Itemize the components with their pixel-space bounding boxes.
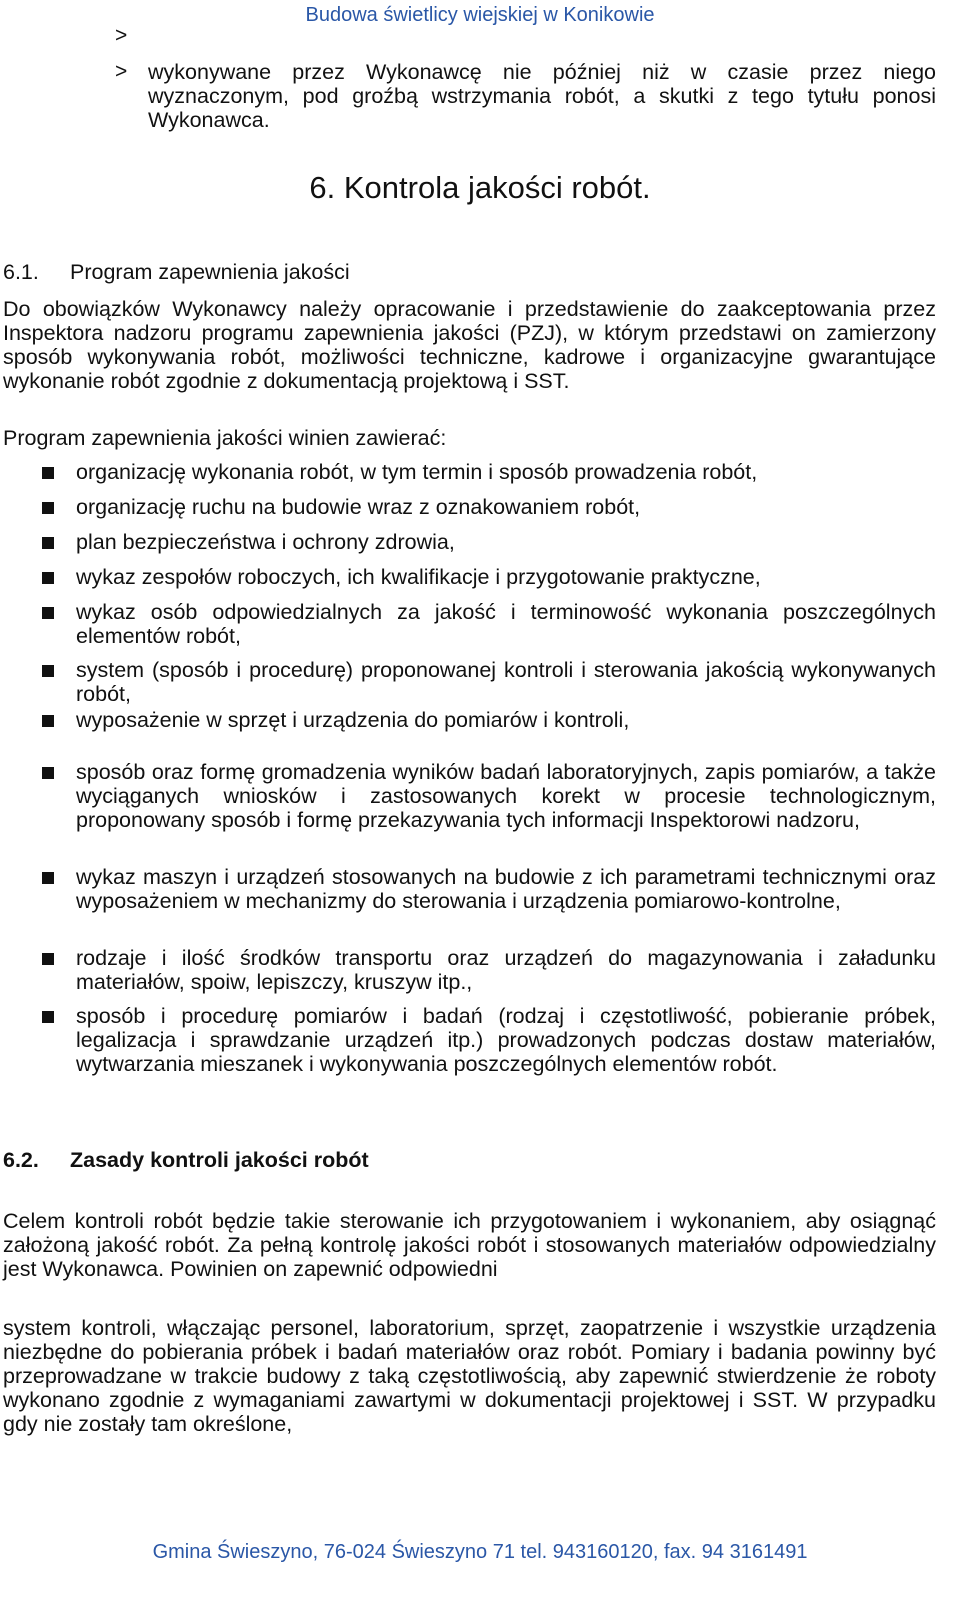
list-item: sposób i procedurę pomiarów i badań (rodzaj i częstotliwość, pobieranie próbek, legalizacja i sprawdzanie urządzeń itp.) prowadzonych podczas dostaw materiałów, wytwarzania mieszanek i wykonywania poszczególnych elementów robót. [76, 1004, 936, 1076]
list-item: plan bezpieczeństwa i ochrony zdrowia, [76, 530, 455, 554]
list-item: system (sposób i procedurę) proponowanej kontroli i sterowania jakością wykonywanych robót, [76, 658, 936, 706]
bullet-marker [42, 665, 54, 677]
list-item: wyposażenie w sprzęt i urządzenia do pomiarów i kontroli, [76, 708, 630, 732]
section-6-1-number: 6.1. [3, 260, 39, 284]
list-item: wykaz zespołów roboczych, ich kwalifikacje i przygotowanie praktyczne, [76, 565, 761, 589]
arrow-marker: > [115, 60, 128, 83]
section-6-2-paragraph-1: Celem kontroli robót będzie takie sterowanie ich przygotowaniem i wykonaniem, aby osiągnąć założoną jakość robót. Za pełną kontrolę jakości robót i stosowanych materiałów odpowiedzialny jest Wykonawca. Powinien on zapewnić odpowiedni [3, 1209, 936, 1281]
section-6-title: 6. Kontrola jakości robót. [309, 170, 651, 205]
bullet-marker [42, 872, 54, 884]
list-item: sposób oraz formę gromadzenia wyników badań laboratoryjnych, zapis pomiarów, a także wyciąganych wniosków i zastosowanych korekt w procesie technologicznym, proponowany sposób i formę przekazywania tych informacji Inspektorowi nadzoru, [76, 760, 936, 832]
bullet-marker [42, 502, 54, 514]
list-item: wykaz osób odpowiedzialnych za jakość i terminowość wykonania poszczególnych elementów robót, [76, 600, 936, 648]
bullet-marker [42, 607, 54, 619]
section-6-2-number: 6.2. [3, 1148, 39, 1172]
bullet-marker [42, 467, 54, 479]
bullet-marker [42, 953, 54, 965]
section-6-2-title: Zasady kontroli jakości robót [70, 1148, 369, 1172]
section-6-2-paragraph-2: system kontroli, włączając personel, laboratorium, sprzęt, zaopatrzenie i wszystkie urządzenia niezbędne do pobierania próbek i badań materiałów oraz robót. Pomiary i badania powinny być przeprowadzane w trakcie budowy z taką częstotliwością, aby zapewnić stwierdzenie że roboty wykonano zgodnie z wymaganiami zawartymi w dokumentacji projektowej i SST. W przypadku gdy nie zostały tam określone, [3, 1316, 936, 1436]
bullet-marker [42, 767, 54, 779]
bullet-marker [42, 572, 54, 584]
section-6-1-title: Program zapewnienia jakości [70, 260, 350, 284]
list-item: organizację wykonania robót, w tym termin i sposób prowadzenia robót, [76, 460, 758, 484]
list-item: organizację ruchu na budowie wraz z oznakowaniem robót, [76, 495, 641, 519]
intro-text: wykonywane przez Wykonawcę nie później niż w czasie przez niego wyznaczonym, pod groźbą wstrzymania robót, a skutki z tego tytułu ponosi Wykonawca. [148, 60, 936, 132]
section-6-1-paragraph: Do obowiązków Wykonawcy należy opracowanie i przedstawienie do zaakceptowania przez Inspektora nadzoru programu zapewnienia jakości (PZJ), w którym przedstawi on zamierzony sposób wykonywania robót, możliwości techniczne, kadrowe i organizacyjne gwarantujące wykonanie robót zgodnie z dokumentacją projektową i SST. [3, 297, 936, 393]
section-6-1-lead: Program zapewnienia jakości winien zawierać: [3, 426, 447, 450]
bullet-marker [42, 537, 54, 549]
document-header: Budowa świetlicy wiejskiej w Konikowie [305, 4, 655, 26]
arrow-marker: > [115, 24, 128, 47]
list-item: rodzaje i ilość środków transportu oraz urządzeń do magazynowania i załadunku materiałów, spoiw, lepiszczy, kruszyw itp., [76, 946, 936, 994]
bullet-marker [42, 1011, 54, 1023]
list-item: wykaz maszyn i urządzeń stosowanych na budowie z ich parametrami technicznymi oraz wyposażeniem w mechanizmy do sterowania i urządzenia pomiarowo-kontrolne, [76, 865, 936, 913]
bullet-marker [42, 715, 54, 727]
document-footer: Gmina Świeszyno, 76-024 Świeszyno 71 tel. 943160120, fax. 94 3161491 [152, 1541, 808, 1563]
